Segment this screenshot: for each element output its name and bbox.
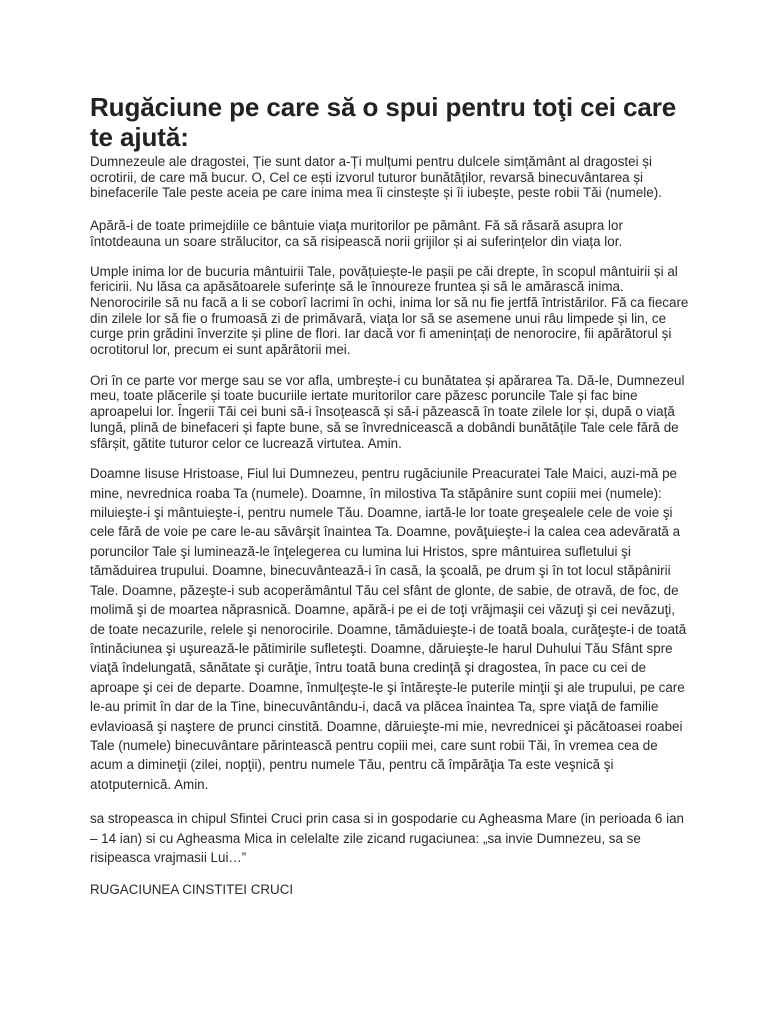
document-page — [90, 92, 690, 900]
paragraph-6: sa stropeasca in chipul Sfintei Cruci prin casa si in gospodarie cu Agheasma Mare (in perioada 6 ian – 14 ian) si cu Agheasma Mica in celelalte zile zicand rugaciunea: „sa invie Dumnezeu, sa se risipeasca vrajmasii Lui…” — [90, 811, 684, 865]
document-title: Rugăciune pe care să o spui pentru toţi cei care te ajută: — [90, 92, 677, 152]
paragraph-3: Umple inima lor de bucuria mântuirii Tale, povățuiește-le pașii pe căi drepte, în scopul mântuirii și al fericirii. Nu lăsa ca apăsătoarele suferințe să le înnoureze fruntea și să le amărască inima. Nenorocirile să nu facă a li se coborî lacrimi în ochi, inima lor să nu fie jertfă întristărilor. Fă ca fiecare din zilele lor să fie o frumoasă zi de primăvară, viața lor să se asemene unui râu limpede și lin, ce curge prin grădini înverzite și pline de flori. Iar dacă vor fi amenințați de nenorocire, fii apărătorul și ocrotitorul lor, precum ei sunt apărătorii mei. — [90, 263, 689, 358]
paragraph-2: Apără-i de toate primejdiile ce bântuie viața muritorilor pe pământ. Fă să răsară asupra lor întotdeauna un soare strălucitor, ca să risipească norii grijilor și ai suferințelor din viața lor. — [90, 218, 623, 249]
paragraph-1: Dumnezeule ale dragostei, Ție sunt dator a-Ți mulțumi pentru dulcele simțământ al dragostei și ocrotirii, de care mă bucur. O, Cel ce ești izvorul tuturor bunătăților, revarsă binecuvântarea și binefacerile Tale peste aceia pe care inima mea îi cinstește și îi iubește, peste robii Tăi (numele). — [90, 154, 662, 201]
paragraph-4: Ori în ce parte vor merge sau se vor afla, umbrește-i cu bunătatea și apărarea Ta. Dă-le, Dumnezeul meu, toate plăcerile și toate bucuriile iertate muritorilor care păzesc poruncile Tale și fac bine aproapelui lor. Îngerii Tăi cei buni să-i însoțească și să-i păzească în toate zilele lor și, după o viață lungă, plină de binefaceri și fapte bune, să se învrednicească a dobândi bunătățile Tale cele fără de sfârșit, gătite tuturor celor ce lucrează virtutea. Amin. — [90, 372, 685, 451]
section-heading: RUGACIUNEA CINSTITEI CRUCI — [90, 882, 294, 898]
paragraph-5: Doamne Iisuse Hristoase, Fiul lui Dumnezeu, pentru rugăciunile Preacuratei Tale Maici, auzi-mă pe mine, nevrednica roaba Ta (numele). Doamne, în milostiva Ta stăpânire sunt copiii mei (numele): miluieşte-i şi mântuieşte-i, pentru numele Tău. Doamne, iartă-le lor toate greşealele cele de voie şi cele fără de voie pe care le-au săvârşit înaintea Ta. Doamne, povăţuieşte-i la calea cea adevărată a poruncilor Tale şi luminează-le înţelegerea cu lumina lui Hristos, spre mântuirea sufletului şi tămăduirea trupului. Doamne, binecuvântează-i în casă, la şcoală, pe drum şi în tot locul stăpânirii Tale. Doamne, păzeşte-i sub acoperământul Tău cel sfânt de glonte, de sabie, de otravă, de foc, de molimă şi de moartea năprasnică. Doamne, apără-i pe ei de toţi vrăjmaşii cei văzuţi şi cei nevăzuţi, de toate necazurile, relele şi nenorocirile. Doamne, tămăduieşte-i de toată boala, curăţeşte-i de toată întinăciunea şi uşurează-le pătimirile sufleteşti. Doamne, dăruieşte-le harul Duhului Tău Sfânt spre viaţă îndelungată, sănătate şi curăţie, întru toată buna credinţă şi dragostea, în pace cu cei de aproape şi cei de departe. Doamne, înmulţeşte-le şi întăreşte-le puterile minţii şi ale trupului, pe care le-au primit în dar de la Tine, binecuvântându-i, dacă va plăcea înaintea Ta, spre viaţă de familie evlavioasă şi naştere de prunci cinstită. Doamne, dăruieşte-mi mie, nevrednicei şi păcătoasei roabei Tale (numele) binecuvântare părintească pentru copiii mei, care sunt robii Tăi, în vremea cea de acum a dimineţii (zilei, nopţii), pentru numele Tău, pentru că împărăţia Ta este veşnică şi atotputernică. Amin. — [90, 466, 687, 792]
